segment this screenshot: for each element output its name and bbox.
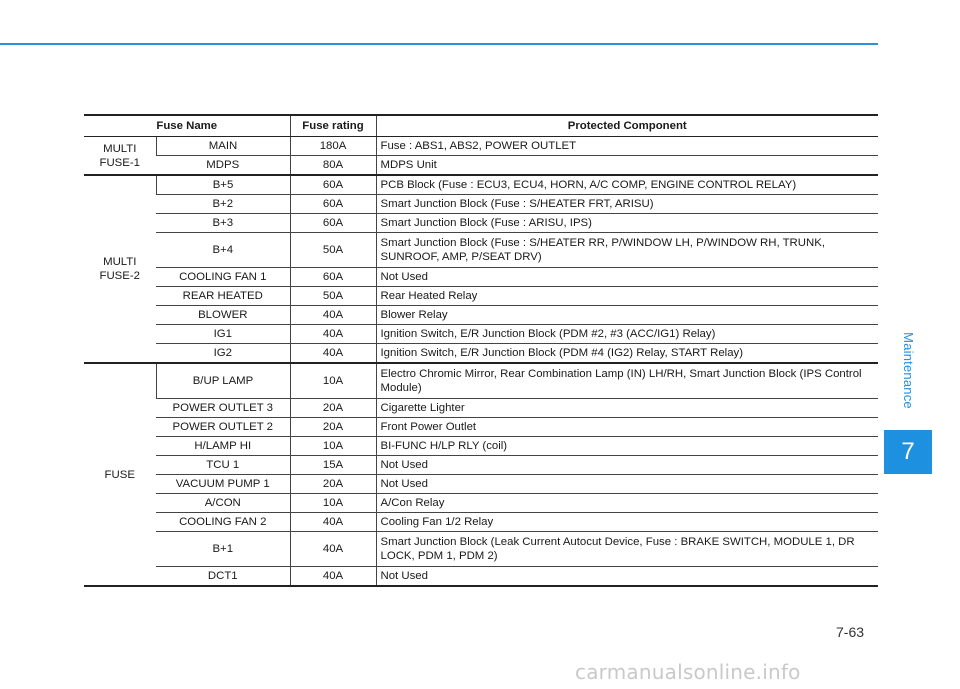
table-row xyxy=(84,513,878,532)
fuse-name-cell: B+2 xyxy=(156,195,290,214)
table-row xyxy=(84,214,878,233)
fuse-name-cell: COOLING FAN 2 xyxy=(156,513,290,532)
table-row xyxy=(84,363,878,399)
fuse-name-cell: B+3 xyxy=(156,214,290,233)
fuse-name-cell: TCU 1 xyxy=(156,456,290,475)
protected-component-cell: PCB Block (Fuse : ECU3, ECU4, HORN, A/C COMP, ENGINE CONTROL RELAY) xyxy=(376,175,878,195)
fuse-rating-cell: 40A xyxy=(290,513,376,532)
protected-component-cell: Electro Chromic Mirror, Rear Combination Lamp (IN) LH/RH, Smart Junction Block (IPS Control Module) xyxy=(376,363,878,399)
header-fuse-name: Fuse Name xyxy=(84,115,290,137)
protected-component-cell: Smart Junction Block (Leak Current Autocut Device, Fuse : BRAKE SWITCH, MODULE 1, DR LOCK, PDM 1, PDM 2) xyxy=(376,532,878,567)
fuse-rating-cell: 20A xyxy=(290,418,376,437)
protected-component-cell: Front Power Outlet xyxy=(376,418,878,437)
watermark: carmanualsonline.info xyxy=(575,660,801,684)
fuse-name-cell: MDPS xyxy=(156,156,290,176)
fuse-table xyxy=(84,114,878,587)
table-row xyxy=(84,456,878,475)
fuse-name-cell: B+4 xyxy=(156,233,290,268)
fuse-name-cell: POWER OUTLET 2 xyxy=(156,418,290,437)
protected-component-cell: Not Used xyxy=(376,475,878,494)
fuse-rating-cell: 15A xyxy=(290,456,376,475)
fuse-name-cell: MAIN xyxy=(156,137,290,156)
fuse-name-cell: H/LAMP HI xyxy=(156,437,290,456)
fuse-rating-cell: 80A xyxy=(290,156,376,176)
protected-component-cell: Rear Heated Relay xyxy=(376,287,878,306)
protected-component-cell: MDPS Unit xyxy=(376,156,878,176)
fuse-rating-cell: 40A xyxy=(290,306,376,325)
table-row xyxy=(84,287,878,306)
table-row xyxy=(84,418,878,437)
protected-component-cell: Ignition Switch, E/R Junction Block (PDM #2, #3 (ACC/IG1) Relay) xyxy=(376,325,878,344)
fuse-rating-cell: 10A xyxy=(290,363,376,399)
fuse-name-cell: IG1 xyxy=(156,325,290,344)
protected-component-cell: Not Used xyxy=(376,567,878,587)
section-label-text: Maintenance xyxy=(900,331,916,409)
fuse-rating-cell: 40A xyxy=(290,344,376,364)
section-label xyxy=(892,300,924,440)
group-label: MULTI FUSE-1 xyxy=(84,137,156,176)
fuse-rating-cell: 40A xyxy=(290,325,376,344)
fuse-rating-cell: 40A xyxy=(290,532,376,567)
chapter-number-box: 7 xyxy=(884,430,932,474)
table-row xyxy=(84,532,878,567)
table-row xyxy=(84,399,878,418)
protected-component-cell: Smart Junction Block (Fuse : S/HEATER RR, P/WINDOW LH, P/WINDOW RH, TRUNK, SUNROOF, AMP, P/SEAT DRV) xyxy=(376,233,878,268)
fuse-name-cell: POWER OUTLET 3 xyxy=(156,399,290,418)
protected-component-cell: Not Used xyxy=(376,268,878,287)
fuse-name-cell: REAR HEATED xyxy=(156,287,290,306)
table-row xyxy=(84,325,878,344)
protected-component-cell: Cooling Fan 1/2 Relay xyxy=(376,513,878,532)
fuse-name-cell: B+1 xyxy=(156,532,290,567)
fuse-name-cell: DCT1 xyxy=(156,567,290,587)
protected-component-cell: A/Con Relay xyxy=(376,494,878,513)
protected-component-cell: BI-FUNC H/LP RLY (coil) xyxy=(376,437,878,456)
protected-component-cell: Smart Junction Block (Fuse : S/HEATER FRT, ARISU) xyxy=(376,195,878,214)
header-rule xyxy=(0,43,878,45)
table-row xyxy=(84,268,878,287)
table-row xyxy=(84,137,878,156)
table-row xyxy=(84,344,878,364)
fuse-rating-cell: 20A xyxy=(290,399,376,418)
table-row xyxy=(84,233,878,268)
fuse-rating-cell: 10A xyxy=(290,494,376,513)
protected-component-cell: Fuse : ABS1, ABS2, POWER OUTLET xyxy=(376,137,878,156)
header-protected-component: Protected Component xyxy=(376,115,878,137)
page-number: 7-63 xyxy=(836,624,865,640)
fuse-rating-cell: 60A xyxy=(290,175,376,195)
fuse-name-cell: B/UP LAMP xyxy=(156,363,290,399)
fuse-name-cell: VACUUM PUMP 1 xyxy=(156,475,290,494)
group-label: MULTI FUSE-2 xyxy=(84,175,156,363)
table-row xyxy=(84,494,878,513)
header-fuse-rating: Fuse rating xyxy=(290,115,376,137)
table-header-row xyxy=(84,115,878,137)
fuse-name-cell: COOLING FAN 1 xyxy=(156,268,290,287)
fuse-rating-cell: 60A xyxy=(290,195,376,214)
protected-component-cell: Not Used xyxy=(376,456,878,475)
fuse-rating-cell: 50A xyxy=(290,287,376,306)
fuse-name-cell: B+5 xyxy=(156,175,290,195)
fuse-rating-cell: 20A xyxy=(290,475,376,494)
fuse-table-body xyxy=(84,137,878,587)
fuse-name-cell: A/CON xyxy=(156,494,290,513)
fuse-name-cell: IG2 xyxy=(156,344,290,364)
table-row xyxy=(84,156,878,176)
table-row xyxy=(84,437,878,456)
group-label: FUSE xyxy=(84,363,156,586)
table-row xyxy=(84,175,878,195)
fuse-rating-cell: 10A xyxy=(290,437,376,456)
fuse-rating-cell: 60A xyxy=(290,268,376,287)
fuse-name-cell: BLOWER xyxy=(156,306,290,325)
fuse-rating-cell: 180A xyxy=(290,137,376,156)
fuse-rating-cell: 50A xyxy=(290,233,376,268)
protected-component-cell: Ignition Switch, E/R Junction Block (PDM #4 (IG2) Relay, START Relay) xyxy=(376,344,878,364)
table-row xyxy=(84,475,878,494)
protected-component-cell: Blower Relay xyxy=(376,306,878,325)
fuse-rating-cell: 60A xyxy=(290,214,376,233)
table-row xyxy=(84,306,878,325)
table-row xyxy=(84,567,878,587)
fuse-rating-cell: 40A xyxy=(290,567,376,587)
protected-component-cell: Cigarette Lighter xyxy=(376,399,878,418)
table-row xyxy=(84,195,878,214)
protected-component-cell: Smart Junction Block (Fuse : ARISU, IPS) xyxy=(376,214,878,233)
